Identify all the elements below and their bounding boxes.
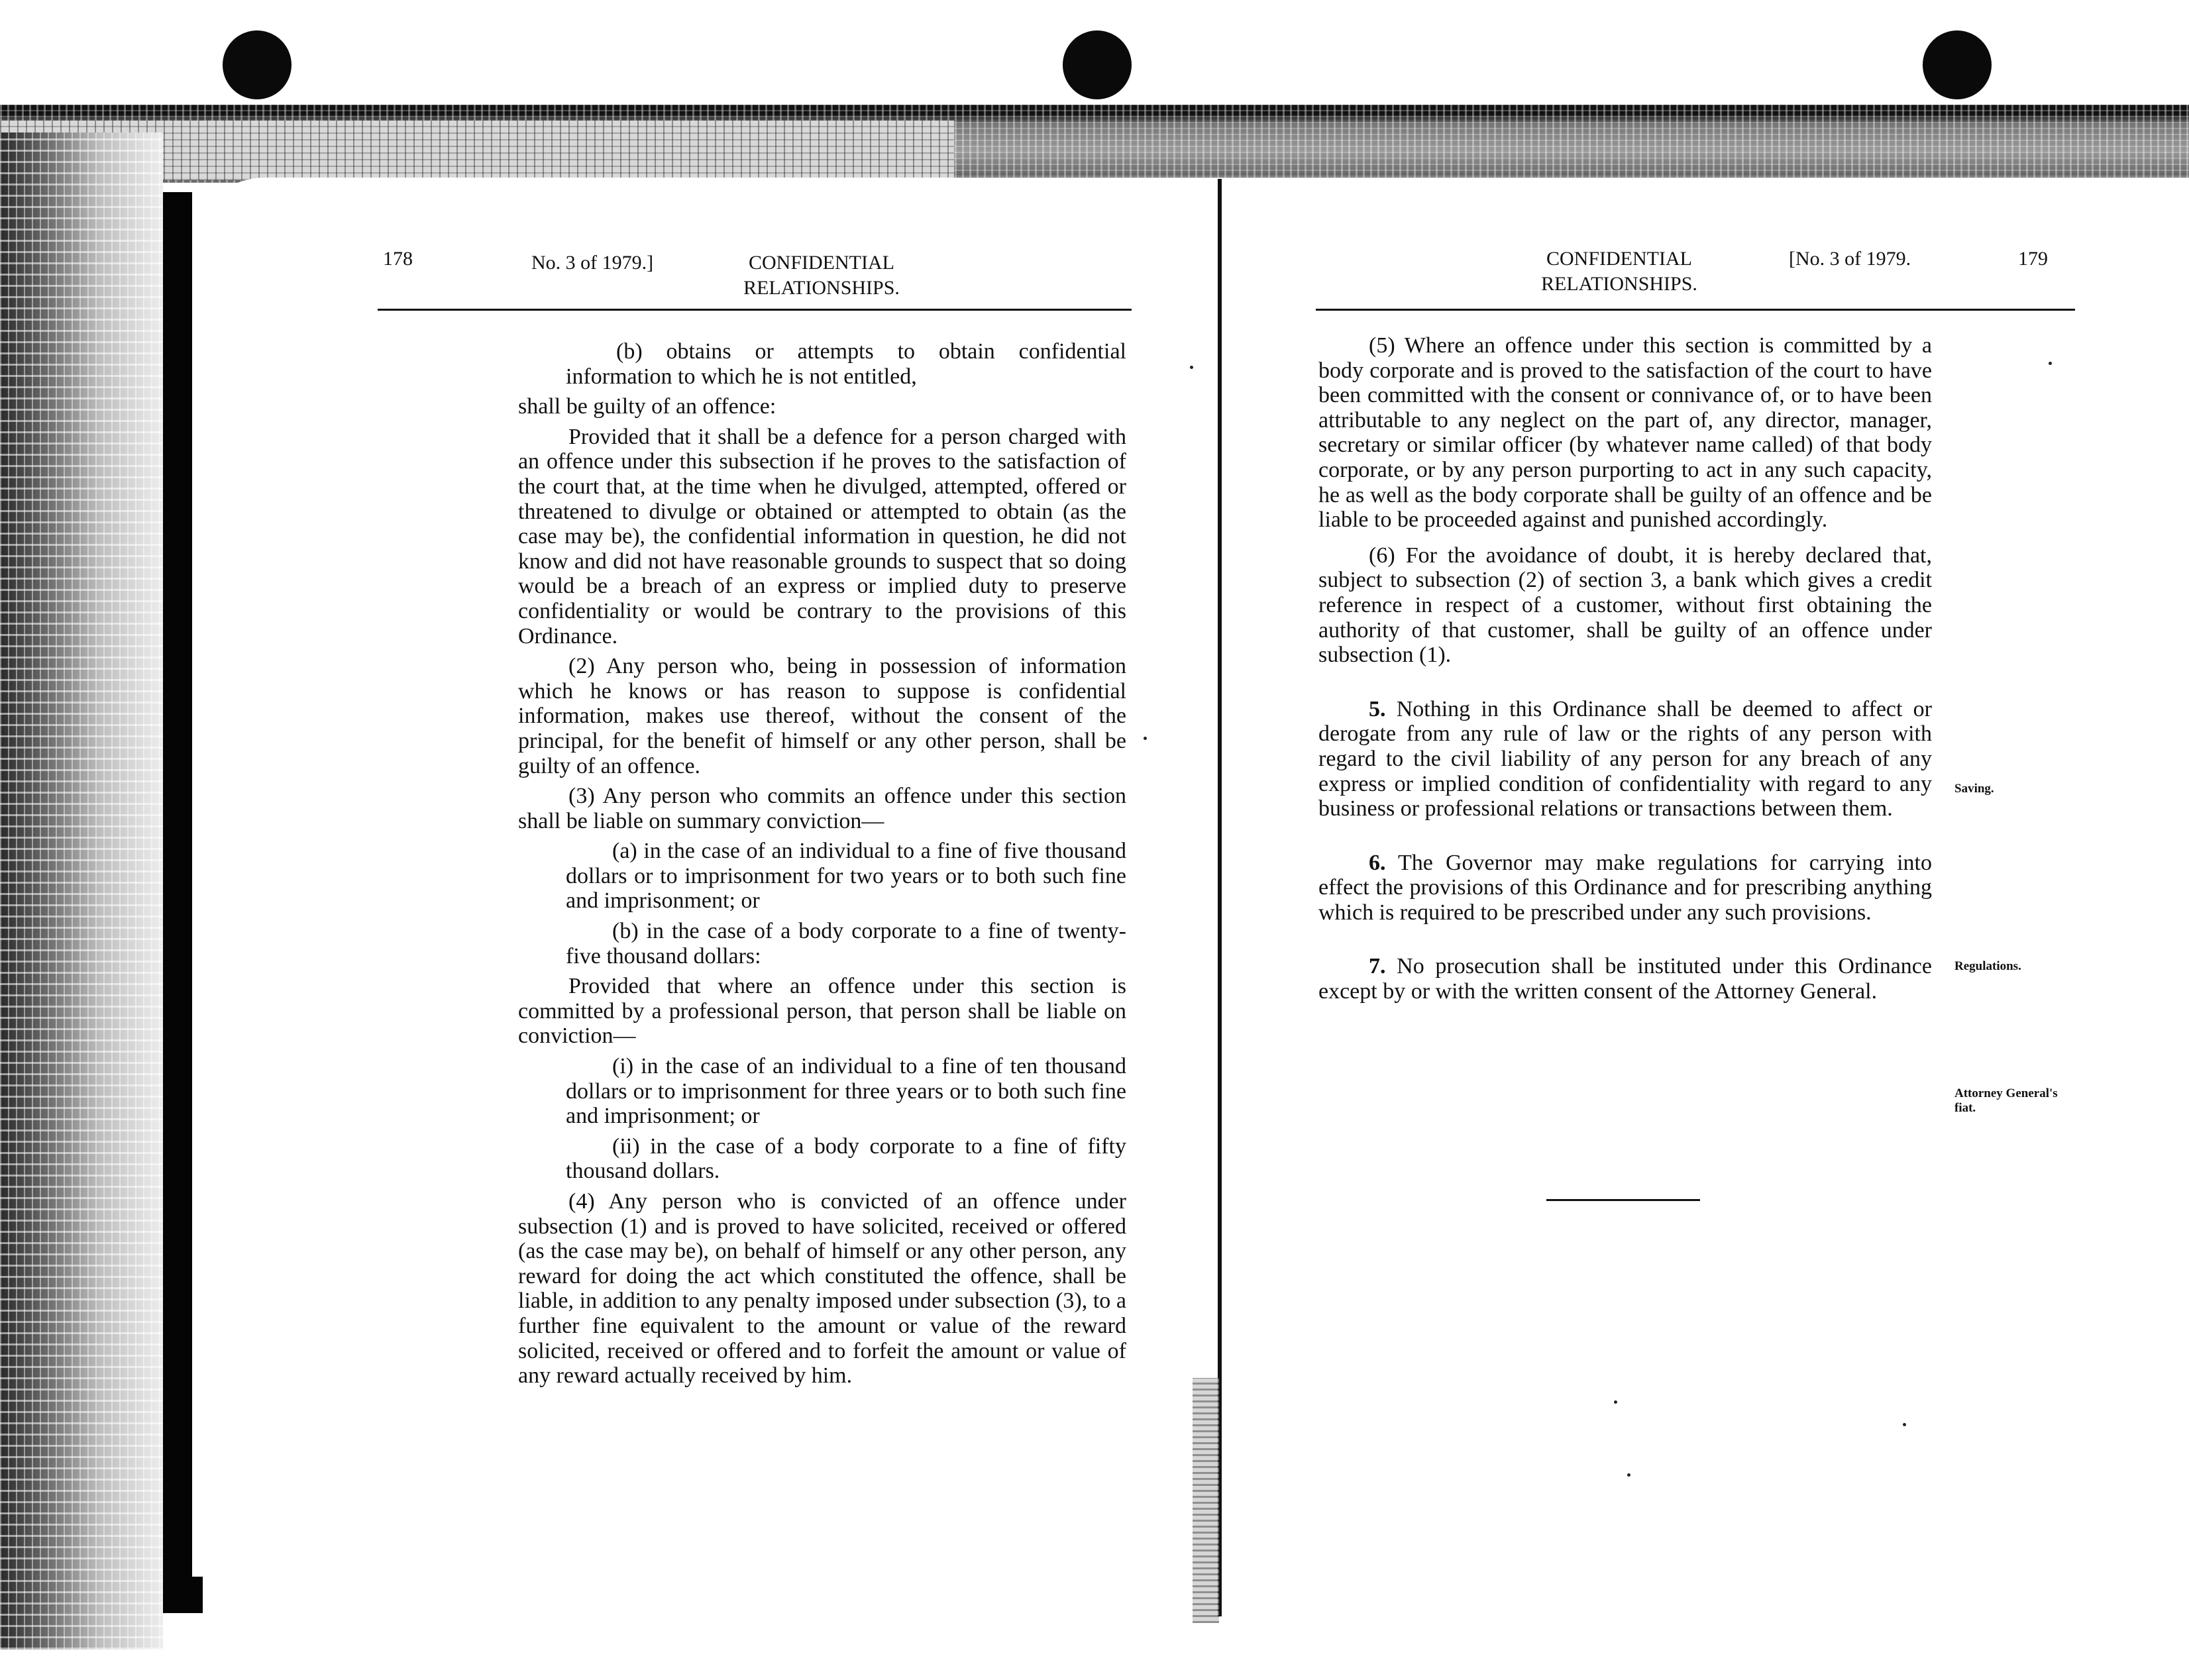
right-page-number: 179 [2018, 248, 2048, 270]
left-act-reference: No. 3 of 1979.] [531, 252, 654, 274]
section-7 [1318, 954, 1932, 1004]
margin-note-saving: Saving. [1954, 782, 1994, 796]
para-subsection-4: (4) Any person who is convicted of an offence under subsection (1) and is proved to have solicited, received or offered (as the case may be), on behalf of himself or any other person, any reward for doing the act which constituted the offence, shall be liable, in addition to any penalty imposed under subsection (3), to a further fine equivalent to the amount or value of the reward solicited, received or offered and to forfeit the amount or value of any reward actually received by him. [518, 1189, 1126, 1389]
para-proviso-1: Provided that it shall be a defence for a person charged with an offence under this subsection if he proves to the satisfaction of the court that, at the time when he divulged, attempted, offered or threatened to divulge or obtained or attempted to obtain (as the case may be), the confidential information in question, he did not know and did not have reasonable grounds to suspect that so doing would be a breach of an express or implied duty to preserve confidentiality or would be contrary to the provisions of this Ordinance. [518, 424, 1126, 649]
right-title-line-1: CONFIDENTIAL [1546, 248, 1692, 270]
section-6-text: The Governor may make regulations for carrying into effect the provisions of this Ordinance and for prescribing anything which is required to be prescribed under any such provisions. [1318, 850, 1932, 925]
para-1b: (b) obtains or attempts to obtain confidential information to which he is not entitled, [566, 339, 1126, 389]
left-binding-foot [163, 1577, 203, 1613]
margin-note-attorney-general: Attorney General's fiat. [1954, 1086, 2058, 1115]
section-7-text: No prosecution shall be instituted under this Ordinance except by or with the written consent of the Attorney General. [1318, 954, 1932, 1004]
right-body [1318, 333, 1932, 1010]
gutter-shadow [1193, 1378, 1219, 1623]
left-page-number: 178 [383, 248, 413, 270]
margin-note-regulations: Regulations. [1954, 959, 2021, 973]
punch-hole-right [1923, 30, 1992, 99]
left-title-line-2: RELATIONSHIPS. [743, 277, 900, 299]
left-title-line-1: CONFIDENTIAL [749, 252, 894, 274]
scan-speck [1627, 1473, 1630, 1477]
para-subsection-5: (5) Where an offence under this section is committed by a body corporate and is proved to the satisfaction of the court to have been committed with the consent or connivance of, or to have been attributable to any neglect on the part of, any director, manager, secretary or similar officer (by whatever name called) of that body corporate, or by any person purporting to act in any such capacity, he as well as the body corporate shall be guilty of an offence and be liable to be proceeded against and punished accordingly. [1318, 333, 1932, 533]
para-3b: (b) in the case of a body corporate to a fine of twenty-five thousand dollars: [566, 919, 1126, 969]
section-5-text: Nothing in this Ordinance shall be deemed to affect or derogate from any rule of law or the rights of any person with regard to the civil liability of any person for any breach of any express or implied condition of confidentiality with regard to any business or professional relations or transactions between them. [1318, 696, 1932, 821]
section-7-number: 7. [1369, 954, 1386, 979]
para-3a: (a) in the case of an individual to a fine of five thousand dollars or to imprisonment for two years or to both such fine and imprisonment; or [566, 839, 1126, 914]
scan-speck [1144, 737, 1147, 740]
left-header-rule [378, 309, 1132, 311]
left-body [518, 339, 1126, 1394]
right-running-title [1520, 246, 1719, 297]
para-subsection-6: (6) For the avoidance of doubt, it is hereby declared that, subject to subsection (2) of section 3, a bank which gives a credit reference in respect of a customer, without first obtaining the authority of that customer, shall be guilty of an offence under subsection (1). [1318, 543, 1932, 668]
para-3ii: (ii) in the case of a body corporate to a fine of fifty thousand dollars. [566, 1133, 1126, 1184]
section-5-number: 5. [1369, 696, 1386, 721]
scan-speck [1903, 1423, 1906, 1426]
left-running-title [722, 250, 921, 301]
punch-hole-left [223, 30, 292, 99]
right-title-line-2: RELATIONSHIPS. [1541, 273, 1697, 295]
para-proviso-2: Provided that where an offence under this section is committed by a professional person, that person shall be liable on conviction— [518, 974, 1126, 1049]
section-5 [1318, 697, 1932, 821]
right-header-rule [1316, 309, 2075, 311]
para-3i: (i) in the case of an individual to a fine of ten thousand dollars or to imprisonment for three years or to both such fine and imprisonment; or [566, 1054, 1126, 1129]
section-6 [1318, 851, 1932, 925]
scan-speck [2049, 362, 2052, 365]
punch-hole-center [1063, 30, 1132, 99]
scan-left-edge [0, 132, 163, 1650]
para-subsection-2: (2) Any person who, being in possession of information which he knows or has reason to suppose is confidential information, makes use thereof, without the consent of the principal, for the benefit of himself or any other person, shall be guilty of an offence. [518, 654, 1126, 778]
scan-speck [1190, 366, 1193, 369]
scan-speck [1614, 1400, 1617, 1404]
left-binding-shadow [163, 192, 192, 1603]
right-act-reference: [No. 3 of 1979. [1789, 248, 1911, 270]
para-subsection-3: (3) Any person who commits an offence under this section shall be liable on summary conviction— [518, 784, 1126, 833]
para-guilty: shall be guilty of an offence: [518, 394, 776, 419]
end-of-ordinance-rule [1546, 1199, 1700, 1201]
section-6-number: 6. [1369, 850, 1386, 875]
